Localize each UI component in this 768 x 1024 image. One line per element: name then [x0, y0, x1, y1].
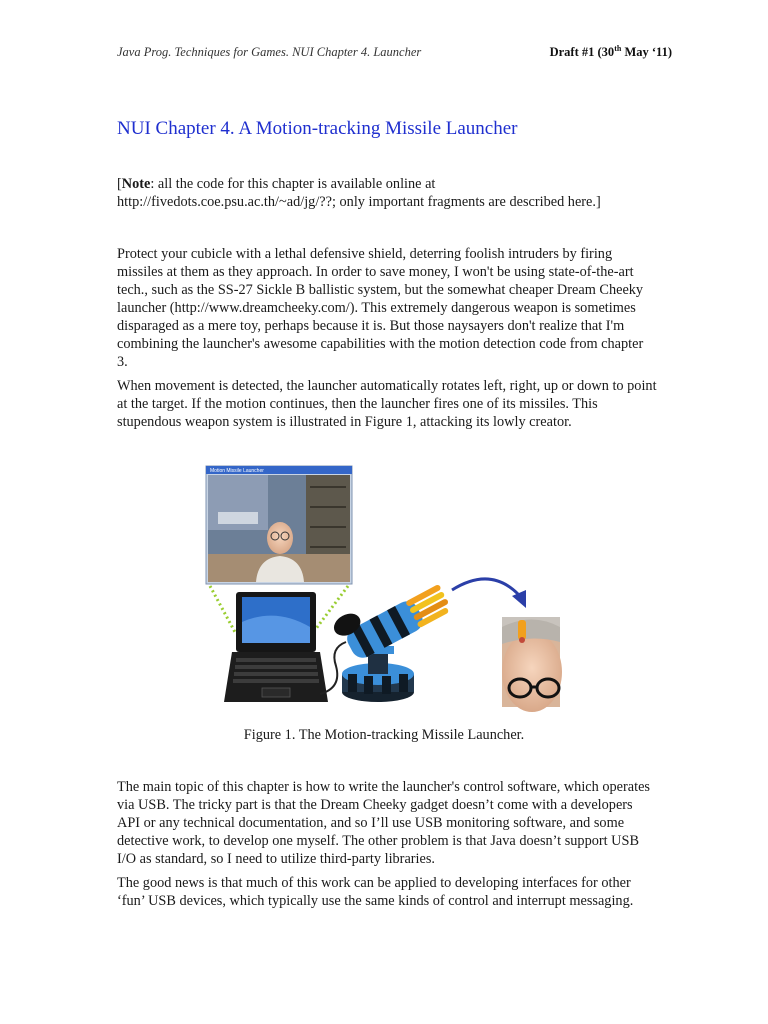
figure-caption: Figure 1. The Motion-tracking Missile Launcher.: [243, 727, 525, 743]
missile-launcher: [330, 569, 453, 702]
running-header-draft: Draft #1 (30th May ‘11): [549, 44, 672, 60]
chapter-title: NUI Chapter 4. A Motion-tracking Missile Launcher: [117, 118, 518, 139]
figure-illustration: [196, 462, 572, 716]
usb-paragraph: The main topic of this chapter is how to write the launcher's control software, which operates via USB. The tricky part is that the Dream Cheeky gadget doesn’t come with a developers API or any technical documentation, and so I’ll use USB monitoring software, and some detective work, to develop one myself. The other problem is that Java doesn’t support USB I/O as standard, so I need to utilize third-party libraries.: [117, 779, 650, 867]
running-header-title: Java Prog. Techniques for Games. NUI Chapter 4. Launcher: [117, 45, 422, 59]
netbook-laptop: [224, 592, 328, 702]
movement-paragraph: When movement is detected, the launcher automatically rotates left, right, up or down to point at the target. If the motion continues, then the launcher fires one of its missiles. This stupendous weapon system is illustrated in Figure 1, attacking its lowly creator.: [117, 378, 657, 430]
intro-paragraph: Protect your cubicle with a lethal defensive shield, deterring foolish intruders by firing missiles at them as they approach. In order to save money, I won't be using state-of-the-art tech., such as the SS-27 Sickle B ballistic system, but the somewhat cheaper Dream Cheeky launcher (http://www.dreamcheeky.com/). This extremely dangerous weapon is sometimes disparaged as a mere toy, perhaps because it is. But those naysayers don't realize that I'm combining the launcher's awesome capabilities with the motion detection code from chapter 3.: [117, 246, 644, 370]
webcam-window: [206, 466, 352, 584]
target-face-photo: [502, 617, 562, 712]
webcam-window-title: Motion Missile Launcher: [210, 468, 264, 474]
trajectory-arrow: [452, 579, 526, 608]
figure-motion-tracking-launcher: [196, 462, 572, 716]
good-news-paragraph: The good news is that much of this work can be applied to developing interfaces for other ‘fun’ USB devices, which typically use the same kinds of control and interrupt messaging.: [117, 875, 634, 909]
note-paragraph: [Note: all the code for this chapter is available online at http://fivedots.coe.psu.ac.th/~ad/jg/??; only important fragments are described here.]: [117, 176, 601, 210]
